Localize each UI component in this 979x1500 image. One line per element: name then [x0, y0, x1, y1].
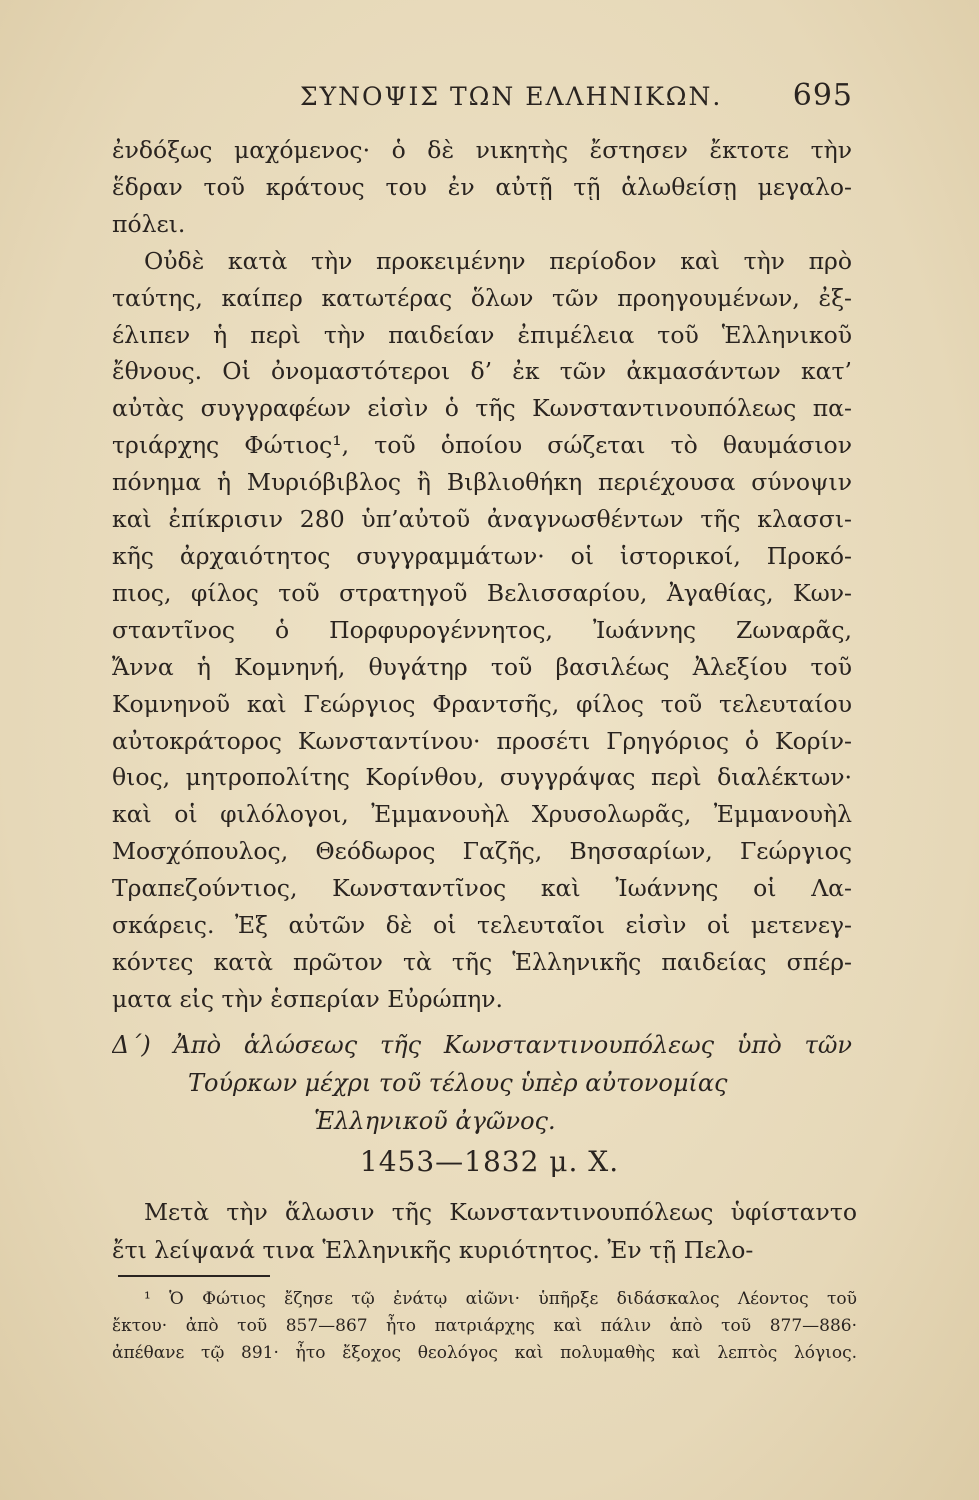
text-line: πόνημα ἡ Μυριόβιβλος ἢ Βιβλιοθήκη περιέχουσα σύνοψιν: [112, 468, 852, 497]
text-line: πιος, φίλος τοῦ στρατηγοῦ Βελισσαρίου, Ἀγαθίας, Κων-: [112, 578, 852, 607]
footnote-line: ¹ Ὁ Φώτιος ἔζησε τῷ ἐνάτῳ αἰῶνι· ὑπῆρξε διδάσκαλος Λέοντος τοῦ: [144, 1289, 857, 1309]
text-line: αὐτοκράτορος Κωνσταντίνου· προσέτι Γρηγόριος ὁ Κορίν-: [112, 726, 852, 755]
text-line: καὶ ἐπίκρισιν 280 ὑπ’αὐτοῦ ἀναγνωσθέντων τῆς κλασσι-: [112, 505, 852, 534]
text-line: Κομνηνοῦ καὶ Γεώργιος Φραντσῆς, φίλος τοῦ τελευταίου: [112, 689, 852, 718]
text-line: αὐτὰς συγγραφέων εἰσὶν ὁ τῆς Κωνσταντινουπόλεως πα-: [112, 394, 852, 423]
text-line: πόλει.: [112, 209, 186, 238]
text-line: κόντες κατὰ πρῶτον τὰ τῆς Ἑλληνικῆς παιδείας σπέρ-: [112, 947, 852, 976]
text-line: ματα εἰς τὴν ἑσπερίαν Εὐρώπην.: [112, 984, 503, 1013]
text-line: ἐνδόξως μαχόμενος· ὁ δὲ νικητὴς ἔστησεν ἔκτοτε τὴν: [112, 136, 852, 164]
text-line: κῆς ἀρχαιότητος συγγραμμάτων· οἱ ἱστορικοί, Προκό-: [112, 541, 852, 570]
text-line: θιος, μητροπολίτης Κορίνθου, συγγράψας περὶ διαλέκτων·: [112, 763, 852, 792]
text-line: Τραπεζούντιος, Κωνσταντῖνος καὶ Ἰωάννης οἱ Λα-: [112, 874, 852, 903]
text-line: έλιπεν ἡ περὶ τὴν παιδείαν ἐπιμέλεια τοῦ Ἑλληνικοῦ: [112, 320, 852, 349]
footnote: [112, 1286, 857, 1367]
text-line: Οὐδὲ κατὰ τὴν προκειμένην περίοδον καὶ τὴν πρὸ: [144, 246, 852, 275]
section-heading-line: Τούρκων μέχρι τοῦ τέλους ὑπὲρ αὐτονομίας: [188, 1069, 728, 1097]
text-line: σκάρεις. Ἐξ αὐτῶν δὲ οἱ τελευταῖοι εἰσὶν οἱ μετενεγ-: [112, 911, 852, 940]
page-header: [300, 78, 853, 113]
section-heading-line: Ἑλληνικοῦ ἀγῶνος.: [314, 1107, 556, 1135]
text-line: Ἄννα ἡ Κομνηνή, θυγάτηρ τοῦ βασιλέως Ἀλεξίου τοῦ: [112, 652, 852, 681]
text-line: ἔτι λείψανά τινα Ἑλληνικῆς κυριότητος. Ἐν τῇ Πελο-: [112, 1236, 754, 1264]
running-title: ΣΥΝΟΨΙΣ ΤΩΝ ΕΛΛΗΝΙΚΩΝ.: [300, 82, 723, 111]
text-line: ταύτης, καίπερ κατωτέρας ὅλων τῶν προηγουμένων, ἐξ-: [112, 283, 852, 312]
text-line: καὶ οἱ φιλόλογοι, Ἐμμανουὴλ Χρυσολωρᾶς, Ἐμμανουὴλ: [112, 800, 852, 829]
main-text: [112, 132, 852, 1018]
text-line: ἔθνους. Οἱ ὀνομαστότεροι δ’ ἐκ τῶν ἀκμασάντων κατ’: [112, 357, 852, 386]
text-line: τριάρχης Φώτιος¹, τοῦ ὁποίου σώζεται τὸ θαυμάσιον: [112, 431, 852, 460]
section-heading: [112, 1026, 852, 1140]
footnote-line: ἀπέθανε τῷ 891· ἦτο ἔξοχος θεολόγος καὶ πολυμαθὴς καὶ λεπτὸς λόγιος.: [112, 1343, 857, 1363]
page-number: 695: [792, 78, 853, 113]
paragraph: [112, 1193, 857, 1269]
section-dates: 1453—1832 μ. Χ.: [359, 1145, 620, 1178]
text-line: ἕδραν τοῦ κράτους του ἐν αὐτῇ τῇ ἁλωθείσῃ μεγαλο-: [112, 172, 852, 201]
section-heading-line: Δ΄) Ἀπὸ ἁλώσεως τῆς Κωνσταντινουπόλεως ὑπὸ τῶν: [112, 1031, 852, 1059]
text-line: σταντῖνος ὁ Πορφυρογέννητος, Ἰωάννης Ζωναρᾶς,: [112, 615, 852, 644]
footnote-line: ἔκτου· ἀπὸ τοῦ 857—867 ἦτο πατριάρχης καὶ πάλιν ἀπὸ τοῦ 877—886·: [112, 1316, 857, 1336]
footnote-divider: [118, 1275, 270, 1277]
text-line: Μοσχόπουλος, Θεόδωρος Γαζῆς, Βησσαρίων, Γεώργιος: [112, 837, 852, 866]
text-line: Μετὰ τὴν ἅλωσιν τῆς Κωνσταντινουπόλεως ὑφίσταντο: [144, 1198, 857, 1226]
